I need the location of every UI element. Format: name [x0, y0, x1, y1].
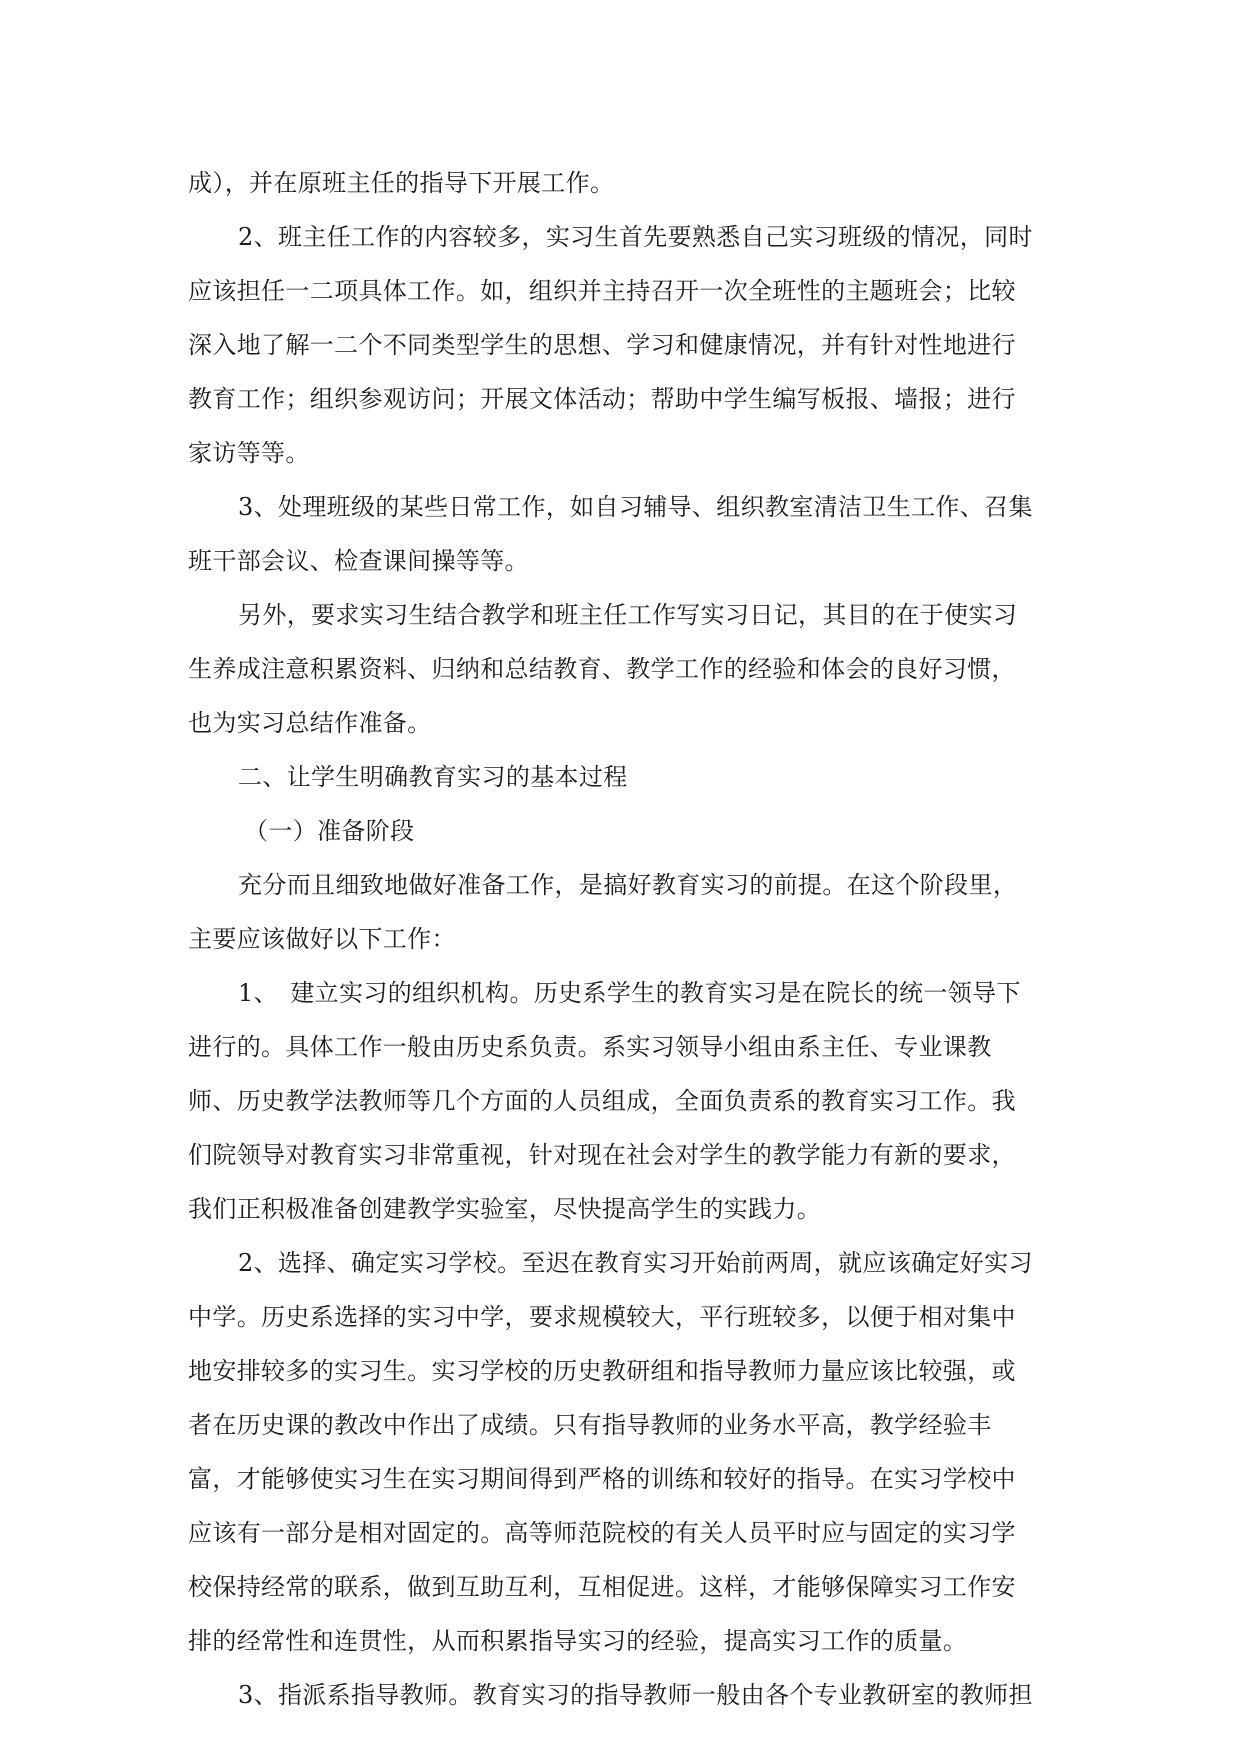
text-line: 1、 建立实习的组织机构。历史系学生的教育实习是在院长的统一领导下	[238, 979, 1021, 1007]
text-line: 应该有一部分是相对固定的。高等师范院校的有关人员平时应与固定的实习学	[188, 1519, 1016, 1547]
text-line: 中学。历史系选择的实习中学，要求规模较大，平行班较多，以便于相对集中	[188, 1303, 1016, 1331]
text-line: 排的经常性和连贯性，从而积累指导实习的经验，提高实习工作的质量。	[188, 1627, 968, 1655]
text-line: 地安排较多的实习生。实习学校的历史教研组和指导教师力量应该比较强，或	[188, 1357, 1016, 1385]
text-line: 班干部会议、检查课间操等等。	[188, 547, 529, 575]
text-line: 校保持经常的联系，做到互助互利，互相促进。这样，才能够保障实习工作安	[188, 1573, 1016, 1601]
document-body	[188, 156, 1058, 1722]
text-line: 富，才能够使实习生在实习期间得到严格的训练和较好的指导。在实习学校中	[188, 1465, 1016, 1493]
text-line: 3、处理班级的某些日常工作，如自习辅导、组织教室清洁卫生工作、召集	[238, 493, 1033, 521]
text-line: 者在历史课的教改中作出了成绩。只有指导教师的业务水平高，教学经验丰	[188, 1411, 992, 1439]
text-line: 进行的。具体工作一般由历史系负责。系实习领导小组由系主任、专业课教	[188, 1033, 992, 1061]
subsection-heading: （一）准备阶段	[244, 817, 415, 845]
text-line: 家访等等。	[188, 439, 310, 467]
text-line: 深入地了解一二个不同类型学生的思想、学习和健康情况，并有针对性地进行	[188, 331, 1016, 359]
text-line: 我们正积极准备创建教学实验室，尽快提高学生的实践力。	[188, 1195, 822, 1223]
text-line: 也为实习总结作准备。	[188, 709, 432, 737]
text-line: 主要应该做好以下工作：	[188, 925, 456, 953]
text-line: 应该担任一二项具体工作。如，组织并主持召开一次全班性的主题班会；比较	[188, 277, 1016, 305]
section-heading: 二、让学生明确教育实习的基本过程	[238, 763, 628, 791]
text-line: 另外，要求实习生结合教学和班主任工作写实习日记，其目的在于使实习	[238, 601, 1018, 629]
text-line: 师、历史教学法教师等几个方面的人员组成，全面负责系的教育实习工作。我	[188, 1087, 1016, 1115]
text-line: 生养成注意积累资料、归纳和总结教育、教学工作的经验和体会的良好习惯，	[188, 655, 1016, 683]
text-line: 成），并在原班主任的指导下开展工作。	[188, 169, 615, 197]
text-line: 2、班主任工作的内容较多，实习生首先要熟悉自己实习班级的情况，同时	[238, 223, 1033, 251]
text-line: 充分而且细致地做好准备工作，是搞好教育实习的前提。在这个阶段里，	[238, 871, 1018, 899]
text-line: 教育工作；组织参观访问；开展文体活动；帮助中学生编写板报、墙报；进行	[188, 385, 1016, 413]
text-line: 们院领导对教育实习非常重视，针对现在社会对学生的教学能力有新的要求，	[188, 1141, 1016, 1169]
text-line: 2、选择、确定实习学校。至迟在教育实习开始前两周，就应该确定好实习	[238, 1249, 1033, 1277]
text-line: 3、指派系指导教师。教育实习的指导教师一般由各个专业教研室的教师担	[238, 1681, 1033, 1709]
